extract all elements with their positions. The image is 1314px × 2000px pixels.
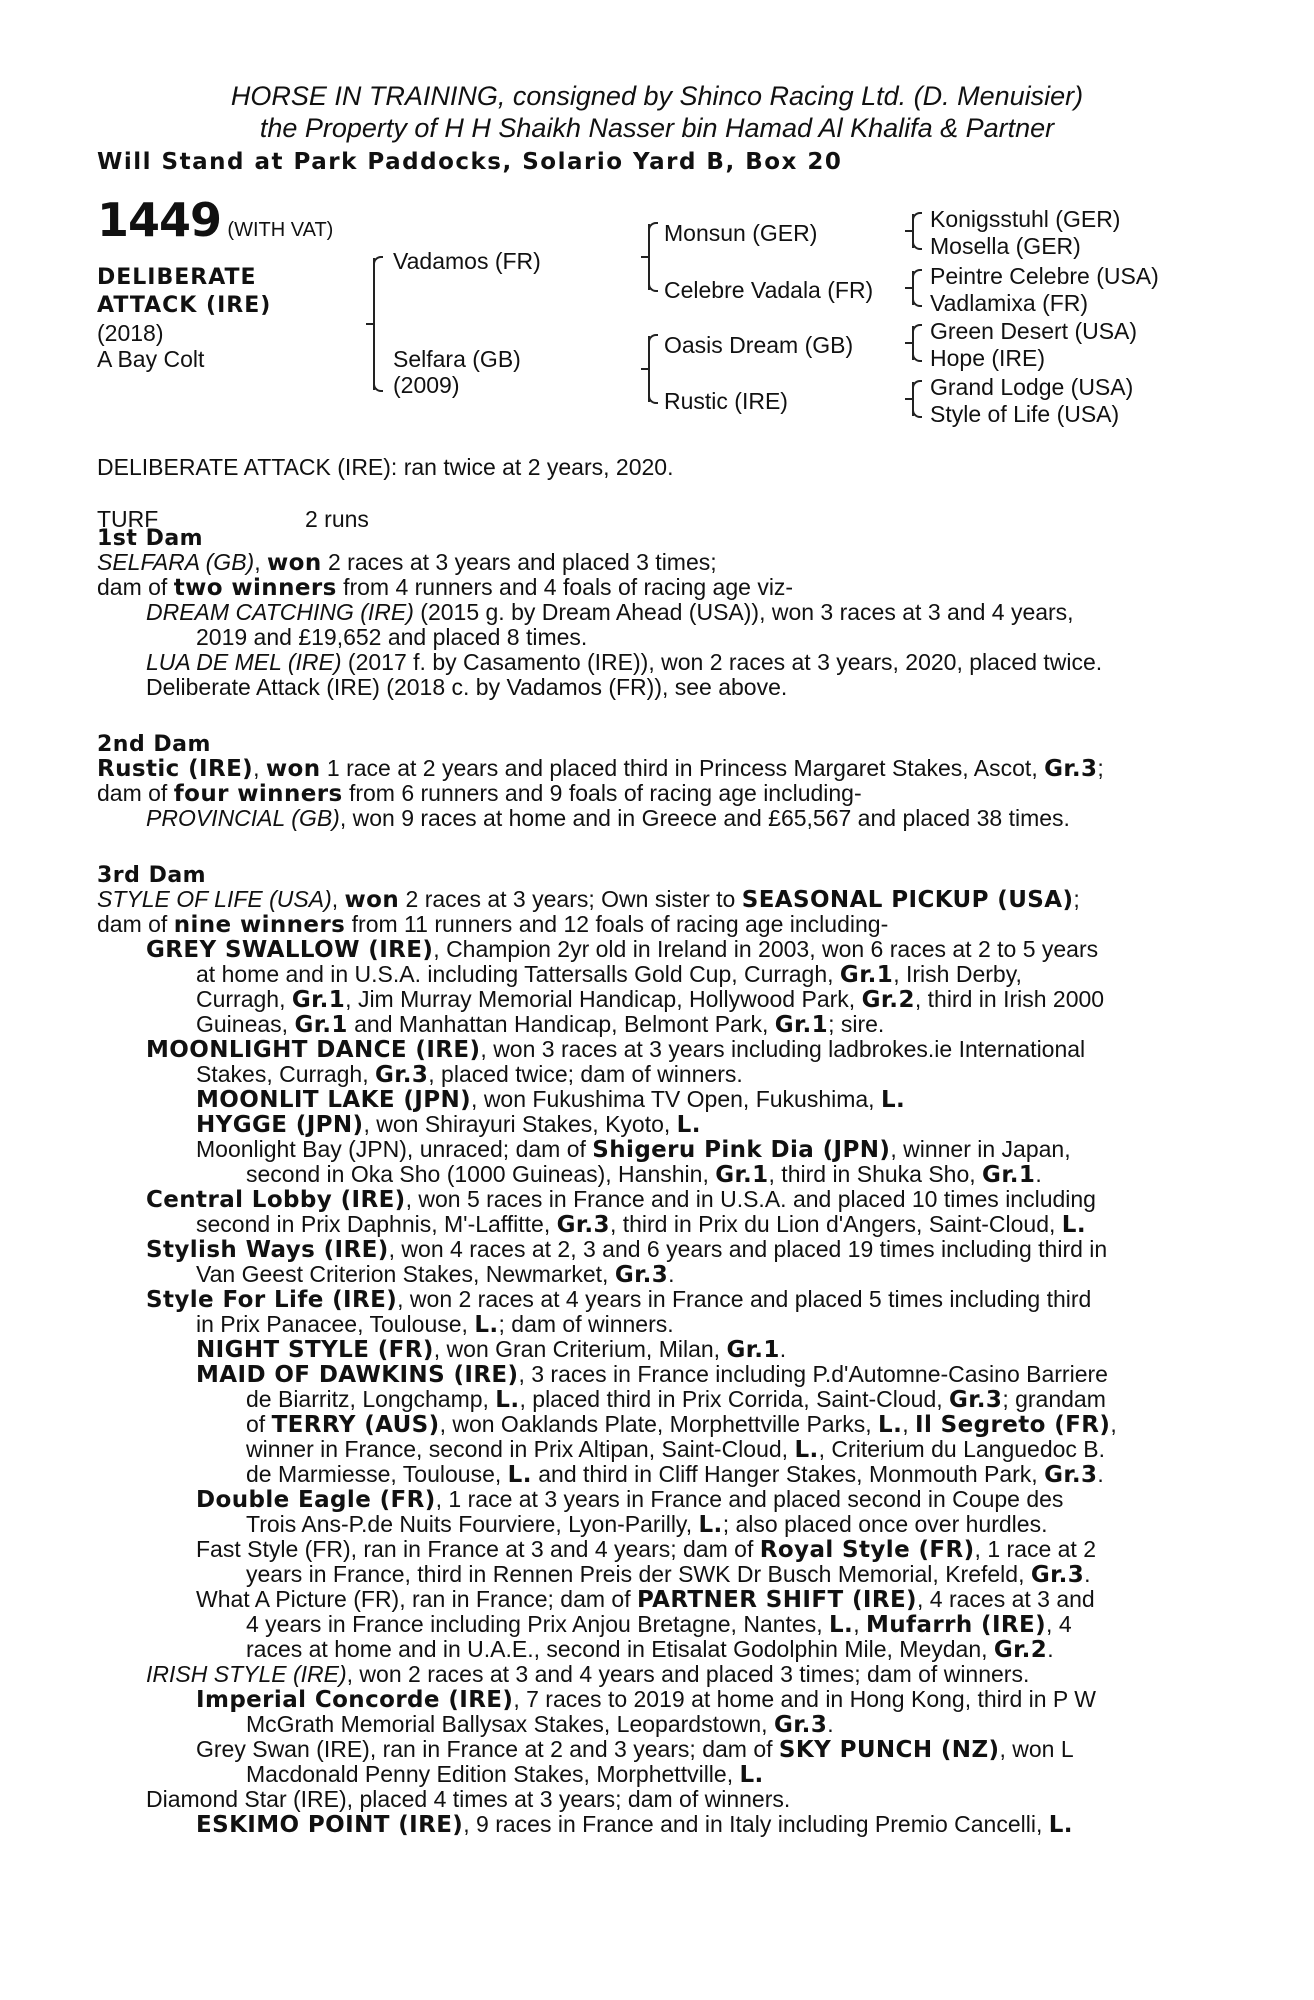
record-text: , won 9 races at home and in Greece and £65,567 and placed 38 times. [339, 805, 1070, 831]
record-text: Guineas, [196, 1011, 295, 1037]
ancestor-grand-lodge: Grand Lodge (USA) [930, 374, 1134, 400]
record-text: , won 2 races at 3 and 4 years and placed 3 times; dam of winners. [346, 1661, 1030, 1687]
record-text: 3rd Dam [97, 863, 207, 888]
record-text: , [1110, 1411, 1117, 1437]
record-text: dam of [97, 780, 174, 806]
record-text: , won Oaklands Plate, Morphettville Parks, [439, 1411, 879, 1437]
record-text: and Manhattan Handicap, Belmont Park, [347, 1011, 775, 1037]
record-text: Trois Ans-P.de Nuits Fourviere, Lyon-Parilly, [246, 1511, 699, 1537]
record-text: , placed third in Prix Corrida, Saint-Cloud, [519, 1386, 950, 1412]
record-text: , 9 races in France and in Italy including Premio Cancelli, [463, 1811, 1049, 1837]
record-line [196, 987, 1104, 1014]
record-text: SEASONAL PICKUP (USA) [741, 887, 1074, 913]
record-text: ESKIMO POINT (IRE) [196, 1812, 464, 1838]
record-line [146, 1237, 1107, 1264]
ancestor-peintre-celebre: Peintre Celebre (USA) [930, 263, 1159, 289]
record-text: Gr.3 [614, 1262, 669, 1288]
record-text: , Irish Derby, [893, 961, 1022, 987]
record-line [246, 1562, 1091, 1589]
record-text: Style For Life (IRE) [146, 1287, 398, 1313]
record-text: 2019 and £19,652 and placed 8 times. [196, 624, 588, 650]
granddam-maternal: Rustic (IRE) [664, 388, 788, 414]
record-text: at home and in U.S.A. including Tattersalls Gold Cup, Curragh, [196, 961, 840, 987]
record-text: Royal Style (FR) [759, 1537, 975, 1563]
record-line [246, 1437, 1105, 1464]
record-line [196, 1212, 1086, 1239]
dam-year: (2009) [393, 372, 460, 398]
record-line [196, 1687, 1096, 1714]
record-line [97, 525, 203, 552]
record-line [97, 550, 717, 577]
pedigree-brace-4 [912, 382, 914, 416]
record-text: 2 races at 3 years and placed 3 times; [321, 549, 717, 575]
record-line [97, 862, 206, 889]
record-text: Gr.3 [1044, 1462, 1098, 1488]
record-text: ; sire. [828, 1011, 885, 1037]
turf-label: TURF [97, 506, 159, 532]
horse-name-line-1: DELIBERATE [97, 265, 257, 290]
record-text: , won Shirayuri Stakes, Kyoto, [363, 1111, 677, 1137]
record-line [97, 887, 1080, 914]
turf-runs: 2 runs [305, 506, 369, 532]
record-text: . [1084, 1561, 1091, 1587]
foaling-year: (2018) [97, 320, 164, 346]
record-text: , won 4 races at 2, 3 and 6 years and placed 19 times including third in [388, 1236, 1108, 1262]
vat-note: (WITH VAT) [227, 219, 334, 241]
record-text: MAID OF DAWKINS (IRE) [196, 1362, 519, 1388]
record-text: 1st Dam [97, 526, 204, 551]
grandsire-maternal: Oasis Dream (GB) [664, 332, 854, 358]
record-text: L. [507, 1462, 532, 1488]
record-text: Imperial Concorde (IRE) [196, 1687, 514, 1713]
record-line [196, 1487, 1063, 1514]
pedigree-brace-1 [912, 214, 914, 248]
record-text: Gr.1 [774, 1012, 829, 1038]
record-text: SKY PUNCH (NZ) [778, 1737, 1000, 1763]
record-text: What A Picture (FR), ran in France; dam of [196, 1586, 637, 1612]
pedigree-brace-3 [912, 326, 914, 360]
ancestor-hope: Hope (IRE) [930, 345, 1046, 371]
record-text: , won Gran Criterium, Milan, [433, 1336, 727, 1362]
record-text: PARTNER SHIFT (IRE) [637, 1587, 917, 1613]
ancestor-konigsstuhl: Konigsstuhl (GER) [930, 206, 1121, 232]
record-line [196, 625, 587, 651]
record-text: won [344, 887, 400, 913]
record-line [97, 912, 888, 939]
record-text: ; also placed once over hurdles. [722, 1511, 1048, 1537]
record-text: 2nd Dam [97, 732, 211, 757]
record-line [246, 1387, 1106, 1414]
record-text: L. [1061, 1212, 1086, 1238]
record-text: Gr.1 [839, 962, 894, 988]
record-text: winner in France, second in Prix Altipan, Saint-Cloud, [246, 1436, 795, 1462]
granddam-paternal: Celebre Vadala (FR) [664, 277, 874, 303]
record-text: Gr.3 [374, 1062, 429, 1088]
record-text: Gr.1 [291, 987, 346, 1013]
record-text: from 6 runners and 9 foals of racing age including- [342, 780, 862, 806]
record-text: MOONLIGHT DANCE (IRE) [146, 1037, 481, 1063]
record-text: , Champion 2yr old in Ireland in 2003, won 6 races at 2 to 5 years [433, 936, 1099, 962]
record-text: Gr.3 [1044, 756, 1098, 782]
record-text: Rustic (IRE) [97, 756, 254, 782]
record-text: Stylish Ways (IRE) [146, 1237, 389, 1263]
record-text: HYGGE (JPN) [196, 1112, 364, 1138]
record-line [146, 937, 1098, 964]
record-text: Gr.1 [715, 1162, 769, 1188]
grandsire-paternal: Monsun (GER) [664, 220, 818, 246]
record-text: Gr.3 [556, 1212, 610, 1238]
record-line [196, 1262, 675, 1289]
record-text: , 1 race at 2 [974, 1536, 1097, 1562]
record-line [246, 1162, 1042, 1189]
record-text: IRISH STYLE (IRE) [146, 1661, 347, 1687]
record-text: L. [739, 1762, 764, 1788]
lot-number: 1449 [97, 193, 222, 247]
record-line [146, 1287, 1091, 1314]
record-text: , 1 race at 3 years in France and placed second in Coupe des [435, 1486, 1064, 1512]
record-text: DREAM CATCHING (IRE) [146, 599, 414, 625]
record-line [146, 675, 787, 701]
record-line [196, 1312, 674, 1339]
record-text: Van Geest Criterion Stakes, Newmarket, [196, 1261, 615, 1287]
record-text: years in France, third in Rennen Preis der SWK Dr Busch Memorial, Krefeld, [246, 1561, 1031, 1587]
record-text: Central Lobby (IRE) [146, 1187, 406, 1213]
record-line [196, 1062, 743, 1089]
record-line [196, 1587, 1095, 1614]
record-text: . [827, 1711, 834, 1737]
record-text: Gr.3 [1030, 1562, 1085, 1588]
record-line [246, 1462, 1104, 1489]
record-line [97, 781, 862, 808]
record-text: and third in Cliff Hanger Stakes, Monmouth Park, [531, 1461, 1045, 1487]
sire: Vadamos (FR) [393, 248, 541, 274]
record-text: , 4 [1046, 1611, 1072, 1637]
record-line [246, 1762, 764, 1789]
pedigree-brace-2 [912, 271, 914, 305]
record-text: , 4 races at 3 and [916, 1586, 1095, 1612]
record-line [146, 1662, 1029, 1688]
record-text: L. [880, 1087, 906, 1113]
record-text: de Biarritz, Longchamp, [246, 1386, 496, 1412]
record-text: , 7 races to 2019 at home and in Hong Kong, third in P W [513, 1686, 1096, 1712]
record-text: Gr.3 [949, 1387, 1003, 1413]
record-text: . [1097, 1461, 1104, 1487]
record-text: , winner in Japan, [890, 1136, 1071, 1162]
record-text: GREY SWALLOW (IRE) [146, 937, 434, 963]
ancestor-green-desert: Green Desert (USA) [930, 318, 1138, 344]
record-text: Deliberate Attack (IRE) (2018 c. by Vadamos (FR)), see above. [146, 674, 788, 700]
record-text: ; [1097, 755, 1104, 781]
record-text: Gr.1 [726, 1337, 780, 1363]
record-text: (2017 f. by Casamento (IRE)), won 2 races at 3 years, 2020, placed twice. [341, 649, 1103, 675]
record-text: from 11 runners and 12 foals of racing age including- [345, 911, 889, 937]
record-text: de Marmiesse, Toulouse, [246, 1461, 508, 1487]
record-text: Gr.2 [993, 1637, 1048, 1663]
record-text: ; dam of winners. [498, 1311, 674, 1337]
record-text: of [246, 1411, 272, 1437]
record-text: 1 race at 2 years and placed third in Princess Margaret Stakes, Ascot, [320, 755, 1045, 781]
record-text: four winners [173, 781, 343, 807]
record-text: L. [878, 1412, 903, 1438]
record-text: ; grandam [1002, 1386, 1106, 1412]
race-summary: DELIBERATE ATTACK (IRE): ran twice at 2 years, 2020. [97, 454, 674, 480]
record-text: , [253, 755, 266, 781]
record-text: , Criterium du Languedoc B. [818, 1436, 1106, 1462]
record-text: 4 years in France including Prix Anjou Bretagne, Nantes, [246, 1611, 829, 1637]
record-text: L. [1048, 1812, 1073, 1838]
record-text: Gr.3 [773, 1712, 828, 1738]
record-text: L. [794, 1437, 819, 1463]
record-text: . [779, 1336, 787, 1362]
record-line [246, 1637, 1054, 1664]
ancestor-mosella: Mosella (GER) [930, 233, 1081, 259]
record-text: Macdonald Penny Edition Stakes, Morphettville, [246, 1761, 740, 1787]
header-line-2: the Property of H H Shaikh Nasser bin Hamad Al Khalifa & Partner [259, 113, 1055, 143]
record-text: McGrath Memorial Ballysax Stakes, Leopardstown, [246, 1711, 774, 1737]
dam: Selfara (GB) [393, 346, 521, 372]
record-text: PROVINCIAL (GB) [146, 805, 340, 831]
record-text: , won 5 races in France and in U.S.A. and placed 10 times including [405, 1186, 1096, 1212]
pedigree-brace-sire-dam [373, 258, 375, 390]
record-text: , 3 races in France including P.d'Automne-Casino Barriere [518, 1361, 1108, 1387]
record-line [146, 650, 1102, 676]
record-text: Shigeru Pink Dia (JPN) [592, 1137, 891, 1163]
record-text: LUA DE MEL (IRE) [146, 649, 342, 675]
record-line [196, 1812, 1073, 1839]
record-text: Stakes, Curragh, [196, 1061, 375, 1087]
record-line [196, 1537, 1096, 1564]
record-text: dam of [97, 574, 174, 600]
record-line [246, 1612, 1072, 1639]
record-text: , Jim Murray Memorial Handicap, Hollywood Park, [345, 986, 862, 1012]
record-text: Double Eagle (FR) [196, 1487, 436, 1513]
record-text: Grey Swan (IRE), ran in France at 2 and 3 years; dam of [196, 1736, 779, 1762]
record-text: NIGHT STYLE (FR) [196, 1337, 434, 1363]
record-text: second in Prix Daphnis, M'-Laffitte, [196, 1211, 557, 1237]
record-text: nine winners [173, 912, 346, 938]
record-text: in Prix Panacee, Toulouse, [196, 1311, 475, 1337]
record-line [146, 806, 1070, 832]
record-text: Gr.1 [982, 1162, 1036, 1188]
record-text: , [853, 1611, 866, 1637]
record-text: two winners [173, 575, 337, 601]
record-text: , won L [999, 1736, 1074, 1762]
header-line-1: HORSE IN TRAINING, consigned by Shinco Racing Ltd. (D. Menuisier) [230, 81, 1084, 111]
record-line [196, 1737, 1074, 1764]
record-text: Fast Style (FR), ran in France at 3 and 4 years; dam of [196, 1536, 760, 1562]
record-text: L. [676, 1112, 701, 1138]
record-text: won [266, 550, 322, 576]
record-text: , third in Shuka Sho, [768, 1161, 983, 1187]
record-text: Moonlight Bay (JPN), unraced; dam of [196, 1136, 593, 1162]
pedigree-brace-sire-line [648, 224, 650, 290]
record-line [146, 600, 1074, 626]
record-line [146, 1037, 1085, 1064]
lot-heading [97, 193, 334, 247]
record-line [97, 575, 793, 602]
record-text: L. [698, 1512, 723, 1538]
record-text: (2015 g. by Dream Ahead (USA)), won 3 races at 3 and 4 years, [413, 599, 1074, 625]
record-text: , won 3 races at 3 years including ladbrokes.ie International [480, 1036, 1086, 1062]
ancestor-style-of-life: Style of Life (USA) [930, 401, 1120, 427]
record-text: , third in Prix du Lion d'Angers, Saint-Cloud, [609, 1211, 1062, 1237]
record-text: SELFARA (GB) [97, 549, 255, 575]
record-text: Il Segreto (FR) [915, 1412, 1111, 1438]
record-text: , won Fukushima TV Open, Fukushima, [471, 1086, 881, 1112]
record-text: , [331, 886, 345, 912]
record-text: , won 2 races at 4 years in France and placed 5 times including third [397, 1286, 1092, 1312]
record-text: races at home and in U.A.E., second in Etisalat Godolphin Mile, Meydan, [246, 1636, 994, 1662]
record-text: , [254, 549, 267, 575]
pedigree-brace-dam-line [648, 336, 650, 402]
record-text: TERRY (AUS) [271, 1412, 440, 1438]
record-text: , placed twice; dam of winners. [428, 1061, 743, 1087]
record-text: L. [495, 1387, 520, 1413]
record-text: , third in Irish 2000 [914, 986, 1105, 1012]
record-line [196, 1012, 884, 1039]
record-line [246, 1512, 1047, 1539]
record-line [246, 1412, 1117, 1439]
record-line [97, 756, 1104, 783]
record-line [196, 1087, 905, 1114]
record-text: Diamond Star (IRE), placed 4 times at 3 years; dam of winners. [146, 1786, 791, 1812]
record-text: Gr.2 [861, 987, 915, 1013]
record-text: L. [829, 1612, 854, 1638]
record-line [246, 1712, 834, 1739]
record-line [196, 1112, 701, 1139]
record-line [196, 962, 1022, 989]
record-line [196, 1137, 1071, 1164]
record-text: L. [474, 1312, 499, 1338]
record-line [146, 1787, 790, 1813]
record-text: from 4 runners and 4 foals of racing age viz- [336, 574, 794, 600]
ancestor-vadlamixa: Vadlamixa (FR) [930, 290, 1089, 316]
horse-description: A Bay Colt [97, 346, 205, 372]
horse-name-line-2: ATTACK (IRE) [97, 293, 272, 318]
record-text: . [668, 1261, 675, 1287]
record-line [196, 1337, 786, 1364]
record-text: won [265, 756, 321, 782]
record-text: , [902, 1411, 916, 1437]
record-text: ; [1073, 886, 1080, 912]
record-text: Mufarrh (IRE) [865, 1612, 1047, 1638]
record-text: Gr.1 [294, 1012, 348, 1038]
record-text: . [1047, 1636, 1054, 1662]
record-text: dam of [97, 911, 174, 937]
record-text: . [1035, 1161, 1042, 1187]
record-line [146, 1187, 1096, 1214]
record-text: MOONLIT LAKE (JPN) [196, 1087, 472, 1113]
record-line [196, 1362, 1108, 1389]
stand-location: Will Stand at Park Paddocks, Solario Yard B, Box 20 [97, 149, 843, 175]
record-text: second in Oka Sho (1000 Guineas), Hanshin, [246, 1161, 716, 1187]
record-text: Curragh, [196, 986, 292, 1012]
record-line [97, 731, 211, 758]
record-text: 2 races at 3 years; Own sister to [399, 886, 742, 912]
record-text: STYLE OF LIFE (USA) [97, 886, 332, 912]
